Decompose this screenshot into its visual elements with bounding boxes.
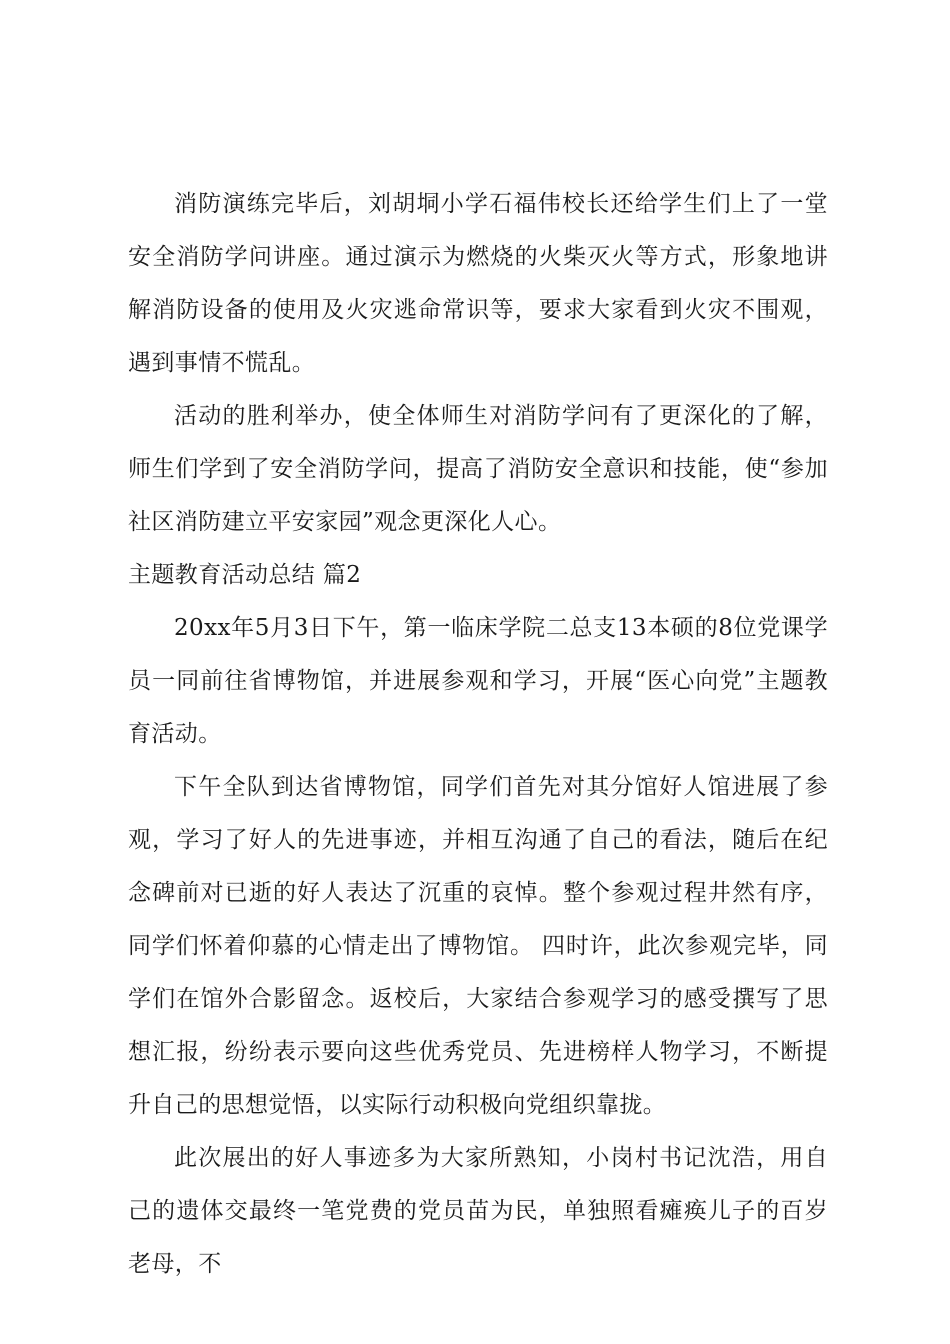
- paragraph-exhibit-stories: 此次展出的好人事迹多为大家所熟知，小岗村书记沈浩，用自己的遗体交最终一笔党费的党员苗为民，单独照看瘫痪儿子的百岁老母，不: [128, 1145, 828, 1277]
- paragraph-museum-visit-intro: 20xx年5月3日下午，第一临床学院二总支13本硕的8位党课学员一同前往省博物馆，并进展参观和学习，开展“医心向党”主题教育活动。: [128, 615, 828, 747]
- section-heading: 主题教育活动总结 篇2: [128, 562, 362, 588]
- paragraph-activity-success: 活动的胜利举办，使全体师生对消防学问有了更深化的了解，师生们学到了安全消防学问，提高了消防安全意识和技能，使“参加社区消防建立平安家园”观念更深化人心。: [128, 403, 828, 535]
- paragraph-fire-drill-lecture: 消防演练完毕后，刘胡垌小学石福伟校长还给学生们上了一堂安全消防学问讲座。通过演示为燃烧的火柴灭火等方式，形象地讲解消防设备的使用及火灾逃命常识等，要求大家看到火灾不围观，遇到事情不慌乱。: [128, 191, 828, 376]
- document-page: [128, 178, 828, 1291]
- paragraph-museum-visit-details: 下午全队到达省博物馆，同学们首先对其分馆好人馆进展了参观，学习了好人的先进事迹，并相互沟通了自己的看法，随后在纪念碑前对已逝的好人表达了沉重的哀悼。整个参观过程井然有序，同学们怀着仰慕的心情走出了博物馆。 四时许，此次参观完毕，同学们在馆外合影留念。返校后，大家结合参观学习的感受撰写了思想汇报，纷纷表示要向这些优秀党员、先进榜样人物学习，不断提升自己的思想觉悟，以实际行动积极向党组织靠拢。: [128, 774, 828, 1118]
